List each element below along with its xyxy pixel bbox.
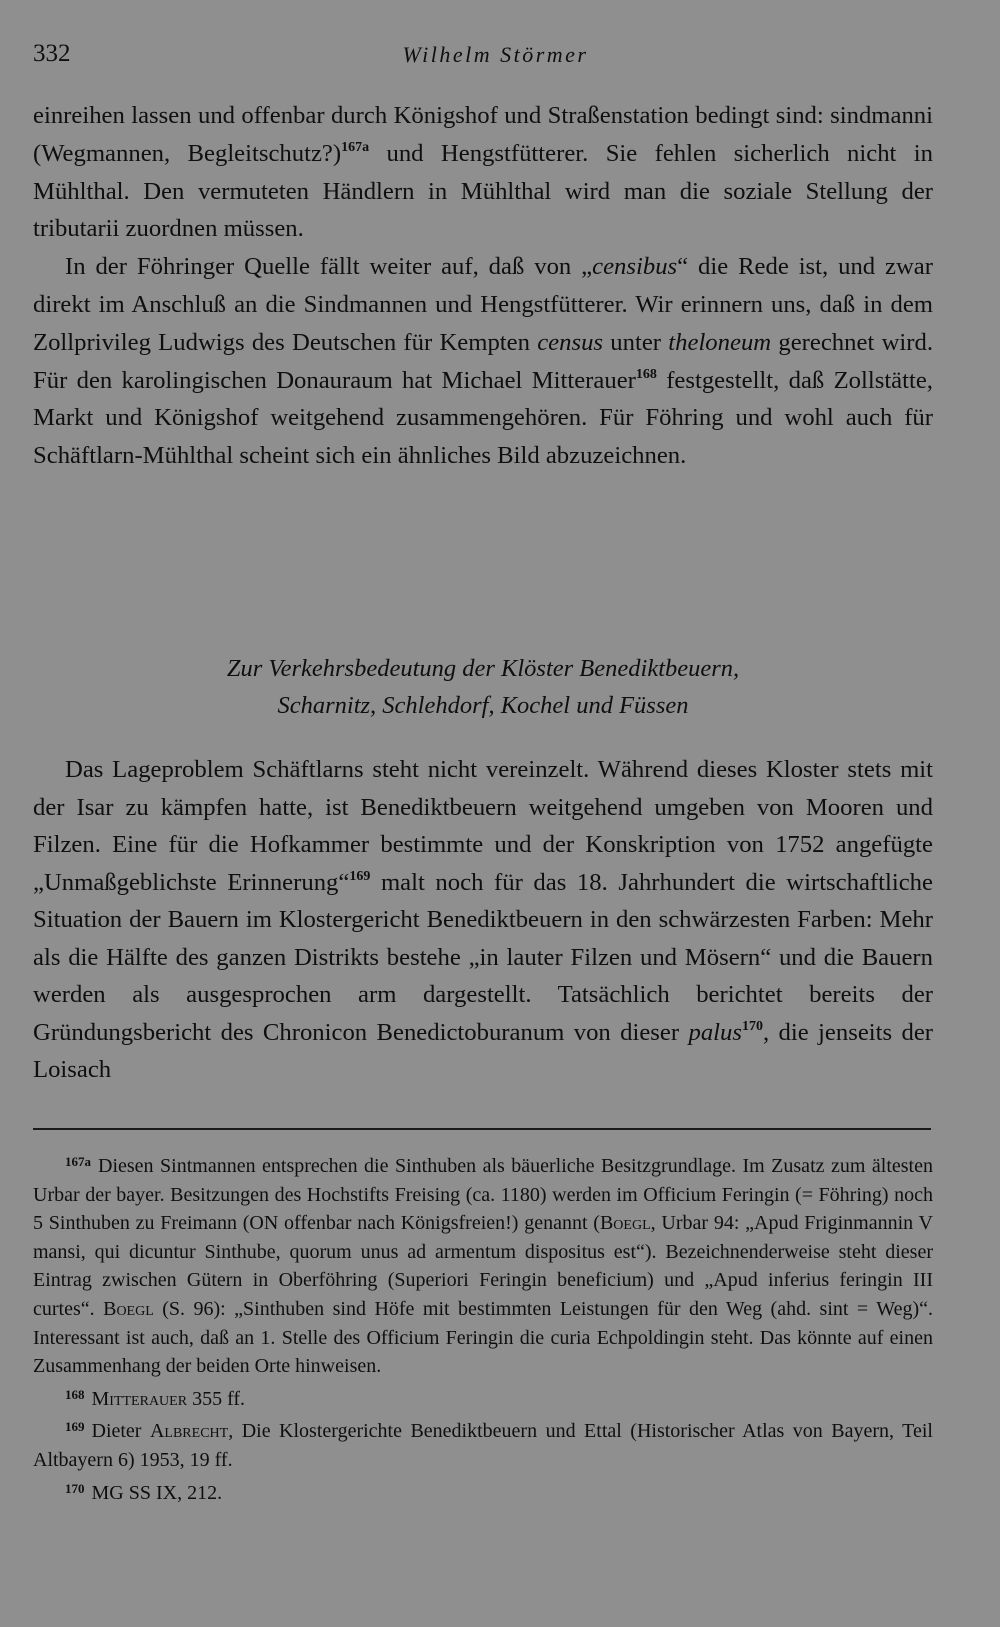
paragraph: In der Föhringer Quelle fällt weiter auf, daß von „censibus“ die Rede ist, und zwar direkt im Anschluß an die Sindmannen und Hengstfütterer. Wir erinnern uns, daß in dem Zollprivileg Ludwigs des Deutschen für Kempten census unter theloneum gerechnet wird. Für den karolingischen Donauraum hat Michael Mitterauer$^{168}$ festgestellt, daß Zollstätte, Markt und Königshof weitgehend zusammengehören. Für Föhring und wohl auch für Schäftlarn-Mühlthal scheint sich ein ähnliches Bild abzuzeichnen. [33,253,933,470]
page-header [33,40,933,80]
footnote-mark: 169 [65,1419,85,1435]
footnote: $^{169}$ Dieter Albrecht, Die Klostergerichte Benediktbeuern und Ettal (Historischer Atlas von Bayern, Teil Altbayern 6) 1953, 19 ff. [33,1419,933,1471]
footnote-mark: 168 [65,1386,85,1402]
section-heading-line: Scharnitz, Schlehdorf, Kochel und Füssen [277,692,689,719]
footnote-mark: 170 [65,1480,85,1496]
paragraph: einreihen lassen und offenbar durch Königshof und Straßenstation bedingt sind: sindmanni (Wegmannen, Begleitschutz?)$^{167a}$ und Hengstfütterer. Sie fehlen sicherlich nicht in Mühlthal. Den vermuteten Händlern in Mühlthal wird man die soziale Stellung der tributarii zuordnen müssen. [33,102,933,243]
footnote-mark: 167a [65,1154,91,1169]
body-text-top [33,97,933,475]
footnote-ref: 168 [635,366,657,382]
paragraph: Das Lageproblem Schäftlarns steht nicht vereinzelt. Während dieses Kloster stets mit der Isar zu kämpfen hatte, ist Benediktbeuern weitgehend umgeben von Mooren und Filzen. Eine für die Hofkammer bestimmte und der Konskription von 1752 angefügte „Unmaßgeblichste Erinnerung“$^{169}$ malt noch für das 18. Jahrhundert die wirtschaftliche Situation der Bauern im Klostergericht Benediktbeuern in den schwärzesten Farben: Mehr als die Hälfte des ganzen Distrikts bestehe „in lauter Filzen und Mösern“ und die Bauern werden als ausgesprochen arm dargestellt. Tatsächlich berichtet bereits der Gründungsbericht des Chronicon Benedictoburanum von dieser palus$^{170}$, die jenseits der Loisach [33,756,933,1083]
page-number: 332 [33,40,71,67]
footnote: $^{167a}$ Diesen Sintmannen entsprechen die Sinthuben als bäuerliche Besitzgrundlage. Im Zusatz zum ältesten Urbar der bayer. Besitzungen des Hochstifts Freising (ca. 1180) werden im Officium Feringin (= Föhring) noch 5 Sinthuben zu Freimann (ON offenbar nach Königsfreien!) genannt (Boegl, Urbar 94: „Apud Friginmannin V mansi, qui dicuntur Sinthube, quorum unus ad armentum dispositus est“). Bezeichnenderweise steht dieser Eintrag zwischen Gütern in Oberföhring (Superiori Feringin beneficium) und „Apud inferius feringin III curtes“. Boegl (S. 96): „Sinthuben sind Höfe mit bestimmten Leistungen für den Weg (ahd. sint = Weg)“. Interessant ist auch, daß an 1. Stelle des Officium Feringin die curia Echpoldingin steht. Das könnte auf einen Zusammenhang der beiden Orte hinweisen. [33,1154,933,1378]
running-title: Wilhelm Störmer [402,42,589,67]
footnote: $^{170}$ MG SS IX, 212. [65,1480,223,1504]
footnote-ref: 170 [741,1018,763,1034]
section-heading [33,650,933,724]
section-heading-line: Zur Verkehrsbedeutung der Klöster Benediktbeuern, [226,655,740,682]
footnotes [33,1148,933,1507]
footnote: $^{168}$ Mitterauer 355 ff. [65,1386,246,1410]
body-text-bottom [33,751,933,1089]
footnote-ref: 169 [349,868,371,884]
footnote-ref: 167a [341,139,370,155]
footnote-divider [33,1128,931,1130]
